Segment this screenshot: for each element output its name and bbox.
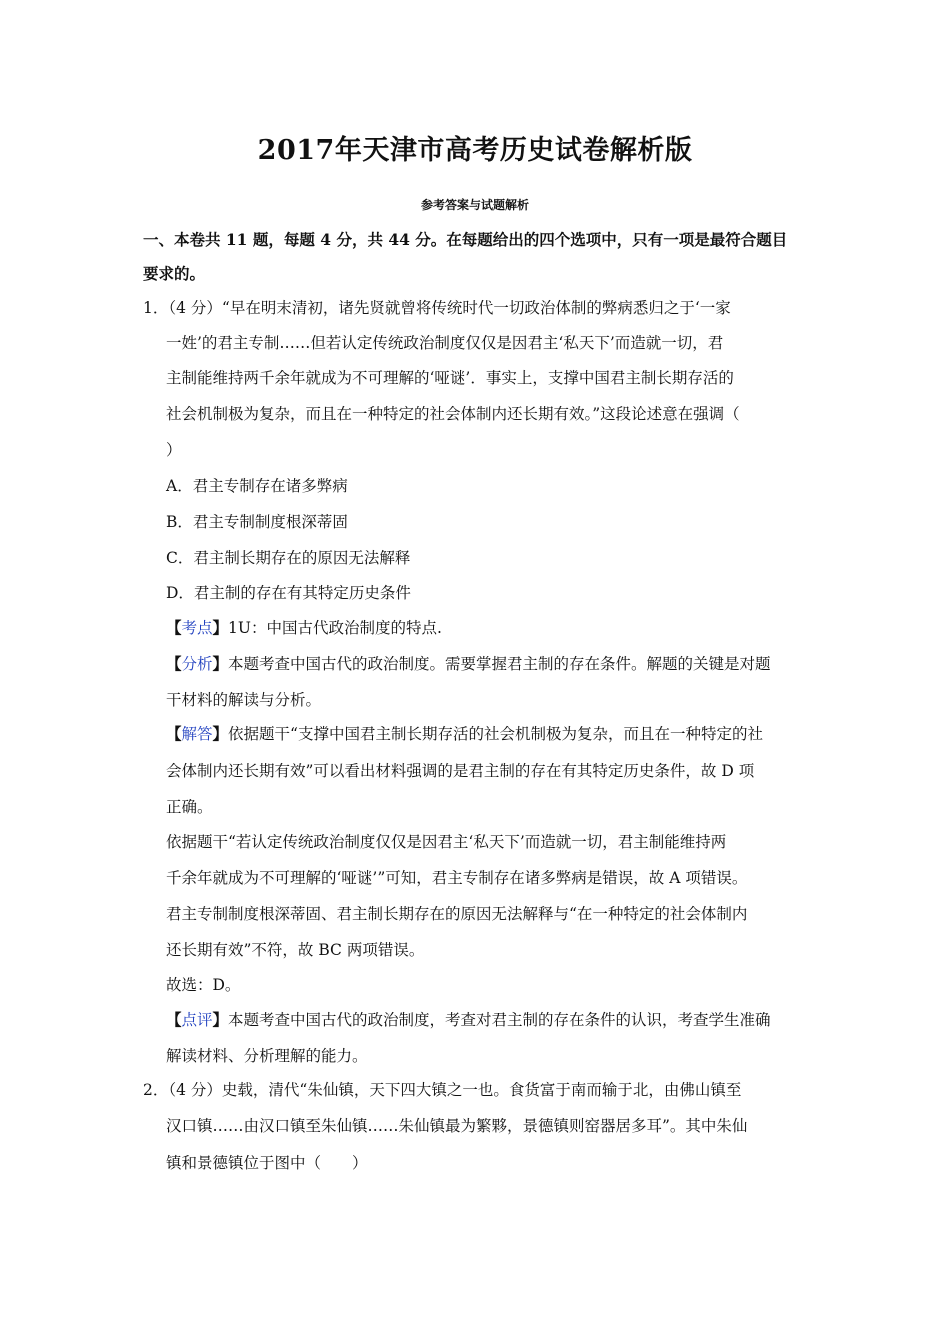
jieda-text-line: 会体制内还长期有效”可以看出材料强调的是君主制的存在有其特定历史条件，故 D 项 [166,762,755,780]
page-subtitle: 参考答案与试题解析 [420,198,529,212]
q1-stem-line: 社会机制极为复杂，而且在一种特定的社会体制内还长期有效。”这段论述意在强调（ [166,405,740,423]
q1-option-d: D．君主制的存在有其特定历史条件 [166,584,411,602]
jieda-text-line: 故选：D。 [166,976,241,994]
q2-stem-line: 镇和景德镇位于图中（ ） [166,1154,368,1172]
fenxi-text-line: 干材料的解读与分析。 [166,691,322,709]
jieda-text-line: 君主专制制度根深蒂固、君主制长期存在的原因无法解释与“在一种特定的社会体制内 [166,905,748,923]
section-heading-line: 要求的。 [143,264,206,283]
q1-stem-line: 主制能维持两千余年就成为不可理解的‘哑谜’．事实上，支撑中国君主制长期存活的 [166,369,734,387]
dianping-text-line: 本题考查中国古代的政治制度，考查对君主制的存在条件的认识，考查学生准确 [228,1011,771,1029]
kaodian-text: 1U：中国古代政治制度的特点. [228,619,442,637]
jieda-text-line: 还长期有效”不符，故 BC 两项错误。 [166,941,425,959]
dianping-text-line: 解读材料、分析理解的能力。 [166,1047,368,1065]
jieda-text-line: 依据题干“若认定传统政治制度仅仅是因君主‘私天下’而造就一切，君主制能维持两 [166,833,727,851]
q2-stem-line: 2．（4 分）史载，清代“朱仙镇，天下四大镇之一也。食货富于南而输于北，由佛山镇至 [143,1081,742,1099]
q1-fenxi: 【分析】本题考查中国古代的政治制度。需要掌握君主制的存在条件。解题的关键是对题 [166,654,771,673]
jieda-label: 解答 [181,725,213,743]
jieda-text-line: 依据题干“支撑中国君主制长期存活的社会机制极为复杂，而且在一种特定的社 [228,725,763,743]
q1-stem-line: 一姓’的君主专制……但若认定传统政治制度仅仅是因君主‘私天下’而造就一切，君 [166,334,724,352]
jieda-text-line: 千余年就成为不可理解的‘哑谜’”可知，君主专制存在诸多弊病是错误，故 A 项错误。 [166,869,748,887]
q1-jieda: 【解答】依据题干“支撑中国君主制长期存活的社会机制极为复杂，而且在一种特定的社 [166,724,763,743]
q1-option-a: A．君主专制存在诸多弊病 [166,477,348,495]
q2-stem-line: 汉口镇……由汉口镇至朱仙镇……朱仙镇最为繁夥，景德镇则窑器居多耳”。其中朱仙 [166,1117,748,1135]
page-title: 2017年天津市高考历史试卷解析版 [257,135,693,166]
kaodian-label: 考点 [181,619,213,637]
dianping-label: 点评 [181,1011,213,1029]
section-heading-line: 一、本卷共 11 题，每题 4 分，共 44 分。在每题给出的四个选项中，只有一项是最符合题目 [143,230,788,249]
fenxi-text-line: 本题考查中国古代的政治制度。需要掌握君主制的存在条件。解题的关键是对题 [228,655,771,673]
q1-option-b: B．君主专制制度根深蒂固 [166,513,348,531]
q1-stem-line: ） [166,441,182,459]
q1-option-c: C．君主制长期存在的原因无法解释 [166,549,411,567]
q1-dianping: 【点评】本题考查中国古代的政治制度，考查对君主制的存在条件的认识，考查学生准确 [166,1010,771,1029]
fenxi-label: 分析 [181,655,213,673]
q1-stem-line: 1．（4 分）“早在明末清初，诸先贤就曾将传统时代一切政治体制的弊病悉归之于‘一家 [143,299,731,317]
q1-kaodian: 【考点】1U：中国古代政治制度的特点. [166,618,442,637]
jieda-text-line: 正确。 [166,798,213,816]
